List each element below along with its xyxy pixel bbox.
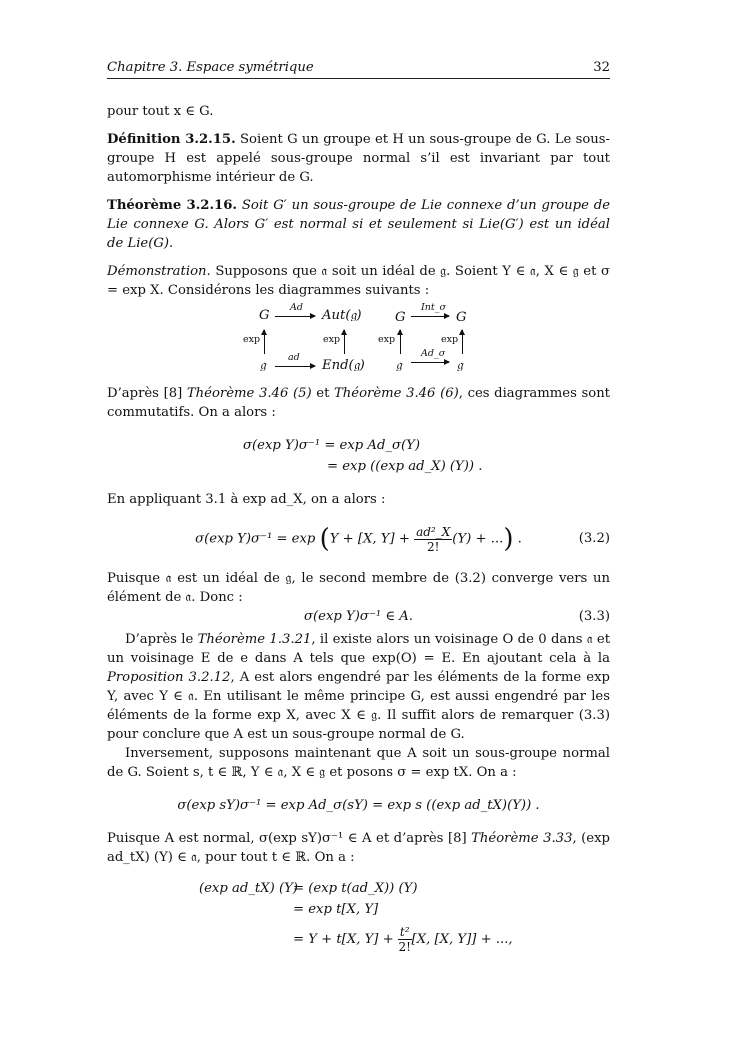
- d1-bottom-left: 𝔤: [260, 358, 266, 373]
- running-header: [107, 58, 610, 79]
- d1-left-arrow: [264, 330, 265, 354]
- definition-text: Soient G un groupe et H un sous-groupe de G. Le sous-groupe H est appelé sous-groupe normal s’il est invariant par tout automorphisme intérieur de G.: [107, 132, 610, 185]
- eq5-frac-den: 2!: [398, 940, 411, 954]
- eq3-number: (3.3): [578, 609, 610, 624]
- chapter-title: Chapitre 3. Espace symétrique: [107, 60, 314, 75]
- d1-bottom-right: End(𝔤): [322, 358, 365, 373]
- equation-1: [107, 436, 610, 478]
- definition-label: Définition 3.2.15.: [107, 132, 236, 147]
- d1-right-arrow-label: exp: [323, 334, 341, 345]
- paragraph-after-diagram: [107, 384, 610, 422]
- equation-3-3: [107, 607, 610, 626]
- eq2-open-paren: (: [319, 524, 330, 554]
- d2-bottom-arrow: [411, 362, 449, 363]
- eq2-number: (3.2): [578, 531, 610, 546]
- eq5-line2: = exp t[X, Y]: [293, 902, 379, 917]
- theorem-3-2-16: [107, 196, 610, 253]
- eq5-line1-lhs: (exp ad_tX) (Y): [199, 881, 298, 896]
- theorem-label: Théorème 3.2.16.: [107, 198, 237, 213]
- proof-intro: [107, 262, 610, 300]
- d1-top-arrow: [275, 316, 315, 317]
- text-segment: , (exp ad_tX) (Y) ∈ 𝔞, pour tout t ∈ ℝ. On a :: [107, 831, 610, 865]
- eq2-lhs: σ(exp Y)σ⁻¹ = exp: [195, 531, 316, 547]
- page: [107, 58, 610, 963]
- eq5-line3: [293, 925, 513, 954]
- d2-bottom-left: 𝔤: [396, 358, 402, 373]
- d1-left-arrow-label: exp: [243, 334, 261, 345]
- paragraph-conversely: Inversement, supposons maintenant que A soit un sous-groupe normal de G. Soient s, t ∈ ℝ, Y ∈ 𝔞, X ∈ 𝔤 et posons σ = exp tX. On a :: [107, 746, 610, 780]
- paragraph-since: Puisque 𝔞 est un idéal de 𝔤, le second membre de (3.2) converge vers un élément de 𝔞. Donc :: [107, 571, 610, 605]
- proof-label: Démonstration.: [107, 264, 211, 279]
- eq4-body: σ(exp sY)σ⁻¹ = exp Ad_σ(sY) = exp s ((exp ad_tX)(Y)) .: [177, 798, 540, 813]
- d2-left-arrow: [400, 330, 401, 354]
- d1-right-arrow: [344, 330, 345, 354]
- text-segment: , A est alors engendré par les éléments de la forme exp Y, avec Y ∈ 𝔞. En utilisant le même principe G, est aussi engendré par les éléments de la forme exp X, avec X ∈ 𝔤. Il suffit alors de remarquer (3.3) pour conclure que A est un sous-groupe normal de G.: [107, 670, 610, 742]
- d1-top-right: Aut(𝔤): [322, 308, 362, 323]
- d2-right-arrow: [462, 330, 463, 354]
- proof-text: Supposons que 𝔞 soit un idéal de 𝔤. Soient Y ∈ 𝔞, X ∈ 𝔤 et σ = exp X. Considérons les diagrammes suivants :: [107, 264, 610, 298]
- equation-3-2: [107, 519, 610, 559]
- definition-3-2-15: [107, 130, 610, 187]
- reference-proposition-3-2-12: Proposition 3.2.12: [107, 670, 231, 685]
- eq1-line1: σ(exp Y)σ⁻¹ = exp Ad_σ(Y): [243, 438, 420, 453]
- paragraph-first: pour tout x ∈ G.: [107, 104, 214, 119]
- text-segment: Puisque A est normal, σ(exp sY)σ⁻¹ ∈ A et d’après [8]: [107, 831, 472, 846]
- reference-theorem-3-46-5: Théorème 3.46 (5): [186, 386, 312, 401]
- theorem-text: Soit G′ un sous-groupe de Lie connexe d’un groupe de Lie connexe G. Alors G′ est normal si et seulement si Lie(G′) est un idéal de Lie(G).: [107, 198, 610, 251]
- d2-top-left: G: [395, 310, 406, 325]
- d2-bottom-right: 𝔤: [457, 358, 463, 373]
- text-segment: D’après le: [125, 632, 198, 647]
- d2-right-arrow-label: exp: [441, 334, 459, 345]
- d2-left-arrow-label: exp: [378, 334, 396, 345]
- eq5-line3-right: [X, [X, Y]] + ...,: [411, 932, 513, 947]
- text-segment: , il existe alors un voisinage O de 0 dans 𝔞 et un voisinage E de e dans A tels que exp(O) = E. En ajoutant cela à la: [107, 632, 611, 666]
- equation-5: [107, 879, 610, 963]
- eq1-line2: = exp ((exp ad_X) (Y)) .: [327, 459, 483, 474]
- eq2-frac-num: ad²_X: [416, 524, 451, 539]
- paragraph-long: [107, 630, 610, 744]
- d2-bottom-arrow-label: Ad_σ: [421, 348, 446, 359]
- text-segment: D’après [8]: [107, 386, 187, 401]
- eq5-fraction: [398, 925, 412, 954]
- eq2-inner-right: (Y) + ...: [452, 531, 504, 547]
- eq2-fraction: [414, 525, 452, 554]
- equation-4: [107, 796, 610, 815]
- text-segment: , ces diagrammes sont commutatifs. On a alors :: [107, 386, 610, 420]
- d1-bottom-arrow: [275, 366, 315, 367]
- reference-theorem-3-46-6: Théorème 3.46 (6): [334, 386, 459, 401]
- text-segment: et: [311, 386, 334, 401]
- eq2-tail: .: [517, 531, 522, 547]
- d2-top-arrow-label: Int_σ: [421, 302, 446, 313]
- d2-top-right: G: [456, 310, 467, 325]
- eq5-line3-left: = Y + t[X, Y] +: [293, 932, 394, 947]
- page-number: 32: [593, 60, 610, 75]
- paragraph-normal: [107, 829, 610, 867]
- eq5-line1-rhs: = (exp t(ad_X)) (Y): [293, 881, 418, 896]
- paragraph-apply: En appliquant 3.1 à exp ad_X, on a alors :: [107, 492, 386, 507]
- eq2-close-paren: ): [503, 524, 514, 554]
- d1-top-left: G: [259, 308, 270, 323]
- d1-bottom-arrow-label: ad: [288, 352, 300, 363]
- reference-theorem-1-3-21: Théorème 1.3.21: [197, 632, 312, 647]
- eq2-frac-den: 2!: [426, 539, 440, 554]
- commutative-diagrams: [107, 300, 610, 380]
- eq2-inner-left: Y + [X, Y] +: [329, 531, 410, 547]
- d1-top-arrow-label: Ad: [290, 302, 303, 313]
- reference-theorem-3-33: Théorème 3.33: [471, 831, 573, 846]
- eq3-body: σ(exp Y)σ⁻¹ ∈ A.: [304, 609, 413, 624]
- d2-top-arrow: [411, 316, 449, 317]
- eq5-frac-num: t²: [399, 925, 410, 939]
